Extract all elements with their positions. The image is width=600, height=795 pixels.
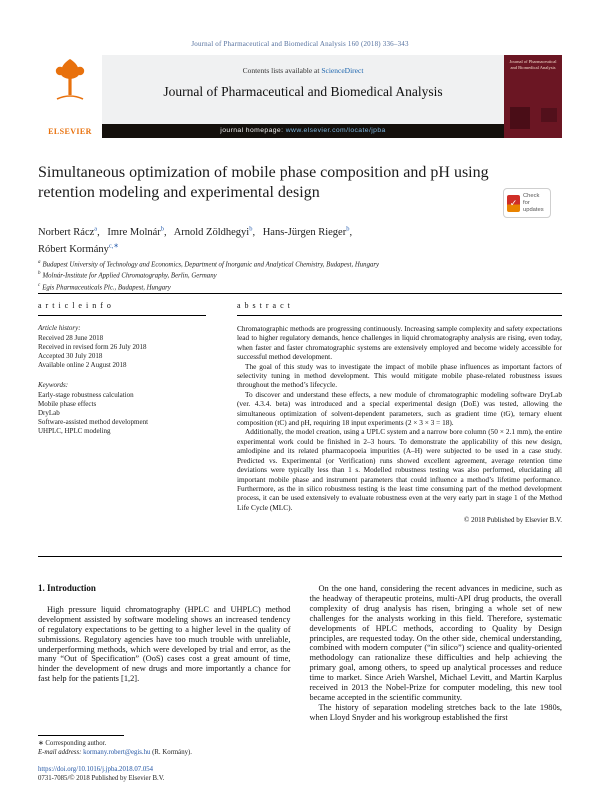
article-body (38, 584, 562, 723)
intro-paragraph: The history of separation modeling stretches back to the late 1980s, when Lloyd Snyder and his workgroup established the first (309, 702, 562, 722)
abstract-column (237, 301, 562, 548)
journal-title: Journal of Pharmaceutical and Biomedical Analysis (163, 84, 443, 99)
affiliation-line (38, 269, 379, 280)
crossmark-icon: ✓ (507, 195, 520, 212)
sciencedirect-link[interactable]: ScienceDirect (321, 66, 364, 75)
section-heading-introduction: 1. Introduction (38, 583, 96, 593)
contents-lists-line (102, 66, 504, 75)
body-left-column (38, 584, 291, 723)
author-separator: , (164, 226, 167, 238)
keyword-item: UHPLC, HPLC modeling (38, 427, 111, 435)
author-0 (38, 227, 100, 238)
history-item: Received in revised form 26 July 2018 (38, 343, 147, 351)
author-separator: , (97, 226, 100, 238)
authors-list (38, 222, 357, 256)
elsevier-tree-icon (50, 57, 90, 105)
affiliation-text: Molnár-Institute for Applied Chromatography, Berlin, Germany (42, 272, 217, 280)
affiliation-sup: a (38, 260, 41, 265)
journal-header (38, 55, 562, 138)
keyword-item: DryLab (38, 409, 60, 417)
article-info-abstract-section (38, 293, 562, 557)
email-label: E-mail address: (38, 748, 82, 756)
journal-cover-thumbnail (504, 55, 562, 138)
author-name: Norbert Rácz (38, 226, 95, 238)
author-separator: , (252, 226, 256, 238)
affiliation-sup: c (38, 282, 41, 288)
crossmark-badge[interactable] (503, 188, 551, 218)
affiliation-line (38, 258, 379, 269)
authors-line-1 (38, 222, 357, 239)
author-affiliation-sup[interactable]: c,∗ (108, 242, 119, 249)
abstract-heading: a b s t r a c t (237, 301, 562, 316)
abstract-paragraph: To discover and understand these effects, a new module of chromatographic modeling software DryLab (ver. 4.3.4. beta) was introduced and a special experimental design (DoE) was tested, allowing the simultaneous optimization of solvent-dependent parameters, such as gradient time (tG), ternary eluent composition (tC) and pH, requiring 18 input experiments (2 × 3 × 3 = 18). (237, 389, 562, 428)
author-separator: , (349, 226, 353, 238)
affiliations-list (38, 258, 379, 292)
abstract-paragraph: Chromatographic methods are progressing continuously. Increasing sample complexity and safety expectations lead to higher regulatory demands, hence challenges in liquid chromatography analysis are rising, even today, when faster and faster chromatographic systems are extensively employed and become widely accessible for successful method development. (237, 324, 562, 362)
journal-homepage-label: journal homepage: (220, 127, 286, 134)
history-item: Received 28 June 2018 (38, 334, 104, 342)
author-name: Róbert Kormány (38, 243, 109, 255)
elsevier-logo (38, 55, 102, 138)
corresponding-author-note: ∗ Corresponding author. (38, 740, 107, 747)
author-name: Imre Molnár (107, 226, 161, 238)
intro-paragraph: On the one hand, considering the recent advances in medicine, such as the headway of therapeutic proteins, multi-API drug products, the overall complexity of drug analysis has risen, bringing a whole set of new challenges for the analysts working in this field. Therefore, systematic developments of HPLC methods, according to Quality by Design principles, are requested today. On the other side, chemical understanding, combined with modern computer (“in silico”) science and quality-oriented methodology can rationalize these difficulties and help achieving the primary goal, among others, to speed up analytical processes and reduce time to market. Since Arieh Warshel, Michael Levitt, and Martin Karplus received in 2013 the Nobel-Prize for computer modeling, this new tool became accepted in the scientific community. (309, 584, 562, 702)
body-right-column (310, 584, 563, 723)
email-address-line (38, 749, 290, 758)
keywords-block (38, 381, 206, 436)
author-4 (38, 244, 119, 255)
crossmark-badge-line2: updates (523, 206, 544, 213)
crossmark-badge-line1: Check for (523, 192, 540, 206)
affiliation-sup: b (38, 271, 41, 277)
issn-copyright-line: 0731-7085/© 2018 Published by Elsevier B.V. (38, 774, 165, 782)
journal-cover-art (510, 107, 530, 129)
footnote-block (38, 735, 290, 757)
keyword-item: Software-assisted method development (38, 418, 149, 426)
intro-paragraph: High pressure liquid chromatography (HPLC and UHPLC) method development assisted by software modeling shows an increased tendency of regulatory expectations to be getting to a higher level in the quality of submissions. Regulatory agencies have too much trouble with unreliable, underperforming methods, which were developed by trial and error, as the many “Out of Specification” (OoS) cases cost a great amount of time, hinder the development of new drugs and more importantly a chance for fast help for the patients [1,2]. (38, 604, 291, 684)
keyword-item: Mobile phase effects (38, 400, 97, 408)
imprint-block (38, 766, 164, 783)
affiliation-line (38, 281, 379, 292)
history-item: Available online 2 August 2018 (38, 361, 127, 369)
article-info-column (38, 301, 206, 548)
abstract-paragraph: Additionally, the model creation, using a UPLC system and a narrow bore column (50 × 2.1 mm), the entire experimental work could be finished in 2–3 hours. To demonstrate the applicability of this new design, amlodipine and its related pharmacopoeia impurities (A–H) were subjected to be used in a case study. Predicted vs. Experimental (or Verification) runs showed excellent agreement, average retention time deviations were typically less than 1 s. Modelled robustness testing was also performed, elucidating all important mobile phase and instrument parameters that could influence a method’s lifetime performance. Furthermore, as the in silico robustness testing is the least time consuming part of the method development process, it can be used extensively to evaluate robustness even at the very early part in stage 1 of the Method Life Cycle (MLC). (237, 427, 562, 512)
journal-cover-art-secondary (541, 108, 557, 122)
authors-line-2 (38, 239, 357, 256)
author-1 (107, 227, 166, 238)
email-suffix: (R. Kormány). (150, 748, 192, 756)
journal-citation-line: Journal of Pharmaceutical and Biomedical Analysis 160 (2018) 336–343 (191, 40, 409, 48)
keyword-item: Early-stage robustness calculation (38, 391, 134, 399)
journal-homepage-bar (102, 124, 504, 138)
article-info-heading: a r t i c l e i n f o (38, 301, 206, 316)
author-affiliation-sup[interactable]: b (346, 225, 350, 232)
affiliation-text: Egis Pharmaceuticals Plc., Budapest, Hungary (42, 283, 171, 291)
email-link[interactable]: kormany.robert@egis.hu (83, 748, 151, 756)
keywords-label: Keywords: (38, 381, 69, 389)
journal-header-center (102, 55, 504, 138)
article-title: Simultaneous optimization of mobile phase composition and pH using retention modeling and experimental design (38, 164, 489, 201)
homepage-url-link[interactable]: www.elsevier.com/locate/jpba (285, 127, 386, 134)
author-affiliation-sup[interactable]: a (94, 225, 98, 232)
crossmark-badge-text (523, 193, 547, 214)
author-3 (263, 227, 352, 238)
journal-cover-title: Journal of Pharmaceutical and Biomedical Analysis (509, 59, 557, 70)
author-affiliation-sup[interactable]: b (249, 225, 253, 232)
article-history-label: Article history: (38, 324, 81, 332)
footnote-rule (38, 735, 124, 736)
author-affiliation-sup[interactable]: b (160, 225, 165, 232)
author-2 (174, 227, 255, 238)
elsevier-wordmark: ELSEVIER (48, 127, 92, 136)
history-item: Accepted 30 July 2018 (38, 352, 103, 360)
abstract-paragraph: The goal of this study was to investigate the impact of mobile phase influences as important factors of selectivity tuning in method development. This would mitigate mobile phase-related robustness issues throughout the method’s lifecycle. (237, 361, 562, 390)
affiliation-text: Budapest University of Technology and Economics, Department of Inorganic and Analytical Chemistry, Budapest, Hungary (42, 261, 380, 269)
author-name: Arnold Zöldhegyi (173, 226, 250, 238)
doi-link[interactable]: https://doi.org/10.1016/j.jpba.2018.07.054 (38, 766, 154, 773)
contents-lists-prefix: Contents lists available at (242, 66, 322, 75)
author-name: Hans-Jürgen Rieger (262, 226, 347, 238)
abstract-copyright: © 2018 Published by Elsevier B.V. (464, 516, 562, 525)
